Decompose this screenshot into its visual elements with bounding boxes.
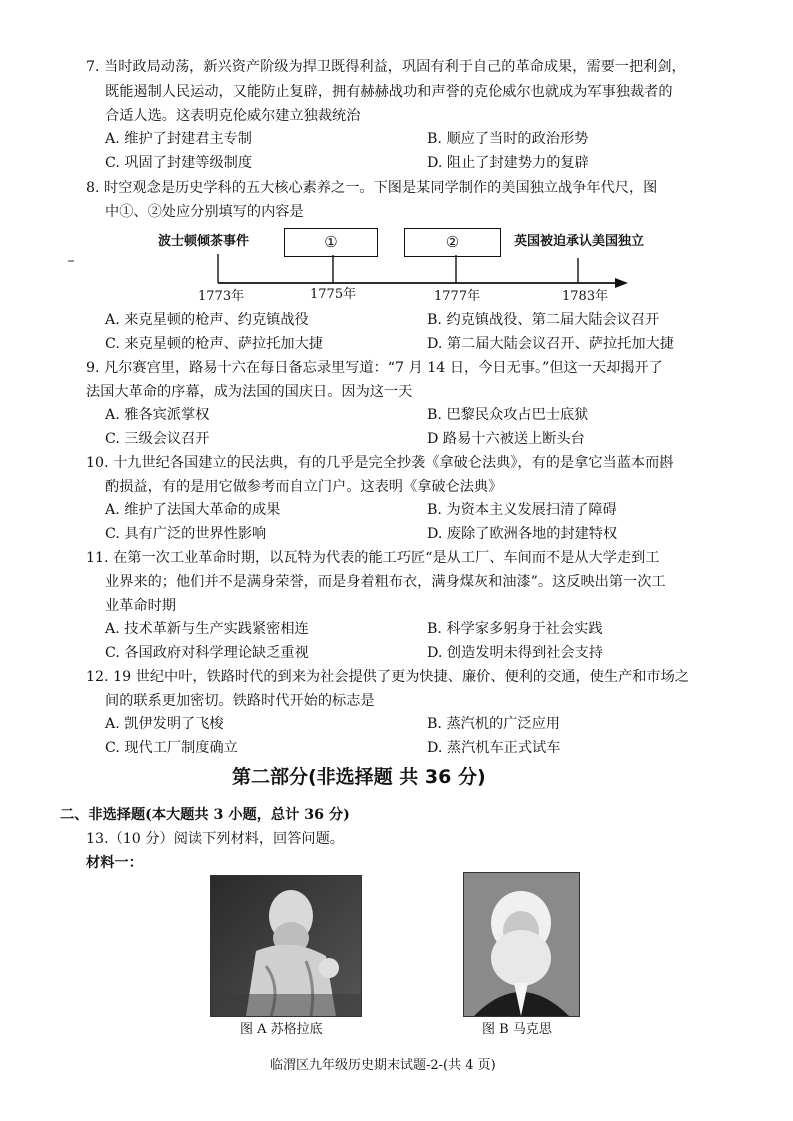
timeline-year-1777: 1777年 [434,289,481,304]
q7-stem-line3: 合适人选。这表明克伦威尔建立独裁统治 [105,108,361,124]
q7-stem-line1: 7. 当时政局动荡，新兴资产阶级为捍卫既得利益，巩固有利于自己的革命成果，需要一把利剑， [86,59,686,75]
q7-option-d: D. 阻止了封建势力的复辟 [427,155,589,171]
q9-option-c: C. 三级会议召开 [105,431,210,447]
q10-option-d: D. 废除了欧洲各地的封建特权 [427,526,618,542]
timeline-year-1775: 1775年 [310,287,357,302]
q11-option-c: C. 各国政府对科学理论缺乏重视 [105,645,309,661]
q12-option-b: B. 蒸汽机的广泛应用 [427,716,560,732]
part2-heading: 二、非选择题(本大题共 3 小题，总计 36 分) [60,807,350,823]
caption-b: 图 B 马克思 [482,1022,552,1037]
q9-stem-line1: 9. 凡尔赛宫里，路易十六在每日备忘录里写道：“7 月 14 日，今日无事。”但这一天却揭开了 [86,360,663,376]
q12-option-c: C. 现代工厂制度确立 [105,740,238,756]
q9-stem-line2: 法国大革命的序幕，成为法国的国庆日。因为这一天 [86,384,413,400]
timeline-arrowhead [615,278,628,288]
timeline-axis [0,0,793,300]
q11-option-d: D. 创造发明未得到社会支持 [427,645,603,661]
timeline-year-1783: 1783年 [562,289,609,304]
material-1-label: 材料一： [86,855,143,871]
page-footer: 临渭区九年级历史期末试题-2-(共 4 页) [270,1058,496,1073]
q12-option-d: D. 蒸汽机车正式试车 [427,740,561,756]
timeline-box-2-label: ② [445,233,460,251]
q9-option-b: B. 巴黎民众攻占巴士底狱 [427,407,589,423]
q7-option-b: B. 顺应了当时的政治形势 [427,131,589,147]
q10-stem-line2: 酌损益，有的是用它做参考而自立门户。这表明《拿破仑法典》 [105,479,503,495]
timeline-right-label: 英国被迫承认美国独立 [514,234,645,249]
q8-option-a: A. 来克星顿的枪声、约克镇战役 [105,312,309,328]
q12-option-a: A. 凯伊发明了飞梭 [105,716,224,732]
q11-stem-line1: 11. 在第一次工业革命时期，以瓦特为代表的能工巧匠“是从工厂、车间而不是从大学走到工 [86,550,660,566]
q7-option-a: A. 维护了封建君主专制 [105,131,252,147]
caption-a: 图 A 苏格拉底 [240,1022,323,1037]
socrates-photo [210,875,362,1017]
q8-stem-line2: 中①、②处应分别填写的内容是 [105,204,304,220]
q9-option-a: A. 雅各宾派掌权 [105,407,210,423]
q11-option-b: B. 科学家多躬身于社会实践 [427,621,603,637]
marx-photo [463,872,580,1017]
socrates-image [211,876,361,1016]
q8-option-b: B. 约克镇战役、第二届大陆会议召开 [427,312,660,328]
q13-stem: 13.（10 分）阅读下列材料，回答问题。 [86,831,344,847]
timeline-left-label: 波士顿倾茶事件 [158,234,250,249]
q12-stem-line1: 12. 19 世纪中叶，铁路时代的到来为社会提供了更为快捷、廉价、便利的交通，使生产和市场之 [86,669,689,685]
q8-option-c: C. 来克星顿的枪声、萨拉托加大捷 [105,336,323,352]
q11-option-a: A. 技术革新与生产实践紧密相连 [105,621,309,637]
timeline-year-1773: 1773年 [198,289,245,304]
q10-stem-line1: 10. 十九世纪各国建立的民法典，有的几乎是完全抄袭《拿破仑法典》，有的是拿它当蓝本而斟 [86,455,674,471]
q10-option-b: B. 为资本主义发展扫清了障碍 [427,502,617,518]
q8-option-d: D. 第二届大陆会议召开、萨拉托加大捷 [427,336,674,352]
q9-option-d: D 路易十六被送上断头台 [427,431,585,447]
q10-option-a: A. 维护了法国大革命的成果 [105,502,281,518]
q12-stem-line2: 间的联系更加密切。铁路时代开始的标志是 [105,693,375,709]
q10-option-c: C. 具有广泛的世界性影响 [105,526,267,542]
q7-stem-line2: 既能遏制人民运动，又能防止复辟，拥有赫赫战功和声誉的克伦威尔也就成为军事独裁者的 [105,84,673,100]
marx-image [464,873,579,1016]
timeline-box-1-label: ① [324,233,338,251]
q11-stem-line2: 业界来的；他们并不是满身荣誉，而是身着粗布衣，满身煤灰和油漆”。这反映出第一次工 [105,574,666,590]
q11-stem-line3: 业革命时期 [105,598,176,614]
q8-stem-line1: 8. 时空观念是历史学科的五大核心素养之一。下图是某同学制作的美国独立战争年代尺，图 [86,180,658,196]
part2-title: 第二部分(非选择题 共 36 分) [232,766,486,788]
q7-option-c: C. 巩固了封建等级制度 [105,155,253,171]
